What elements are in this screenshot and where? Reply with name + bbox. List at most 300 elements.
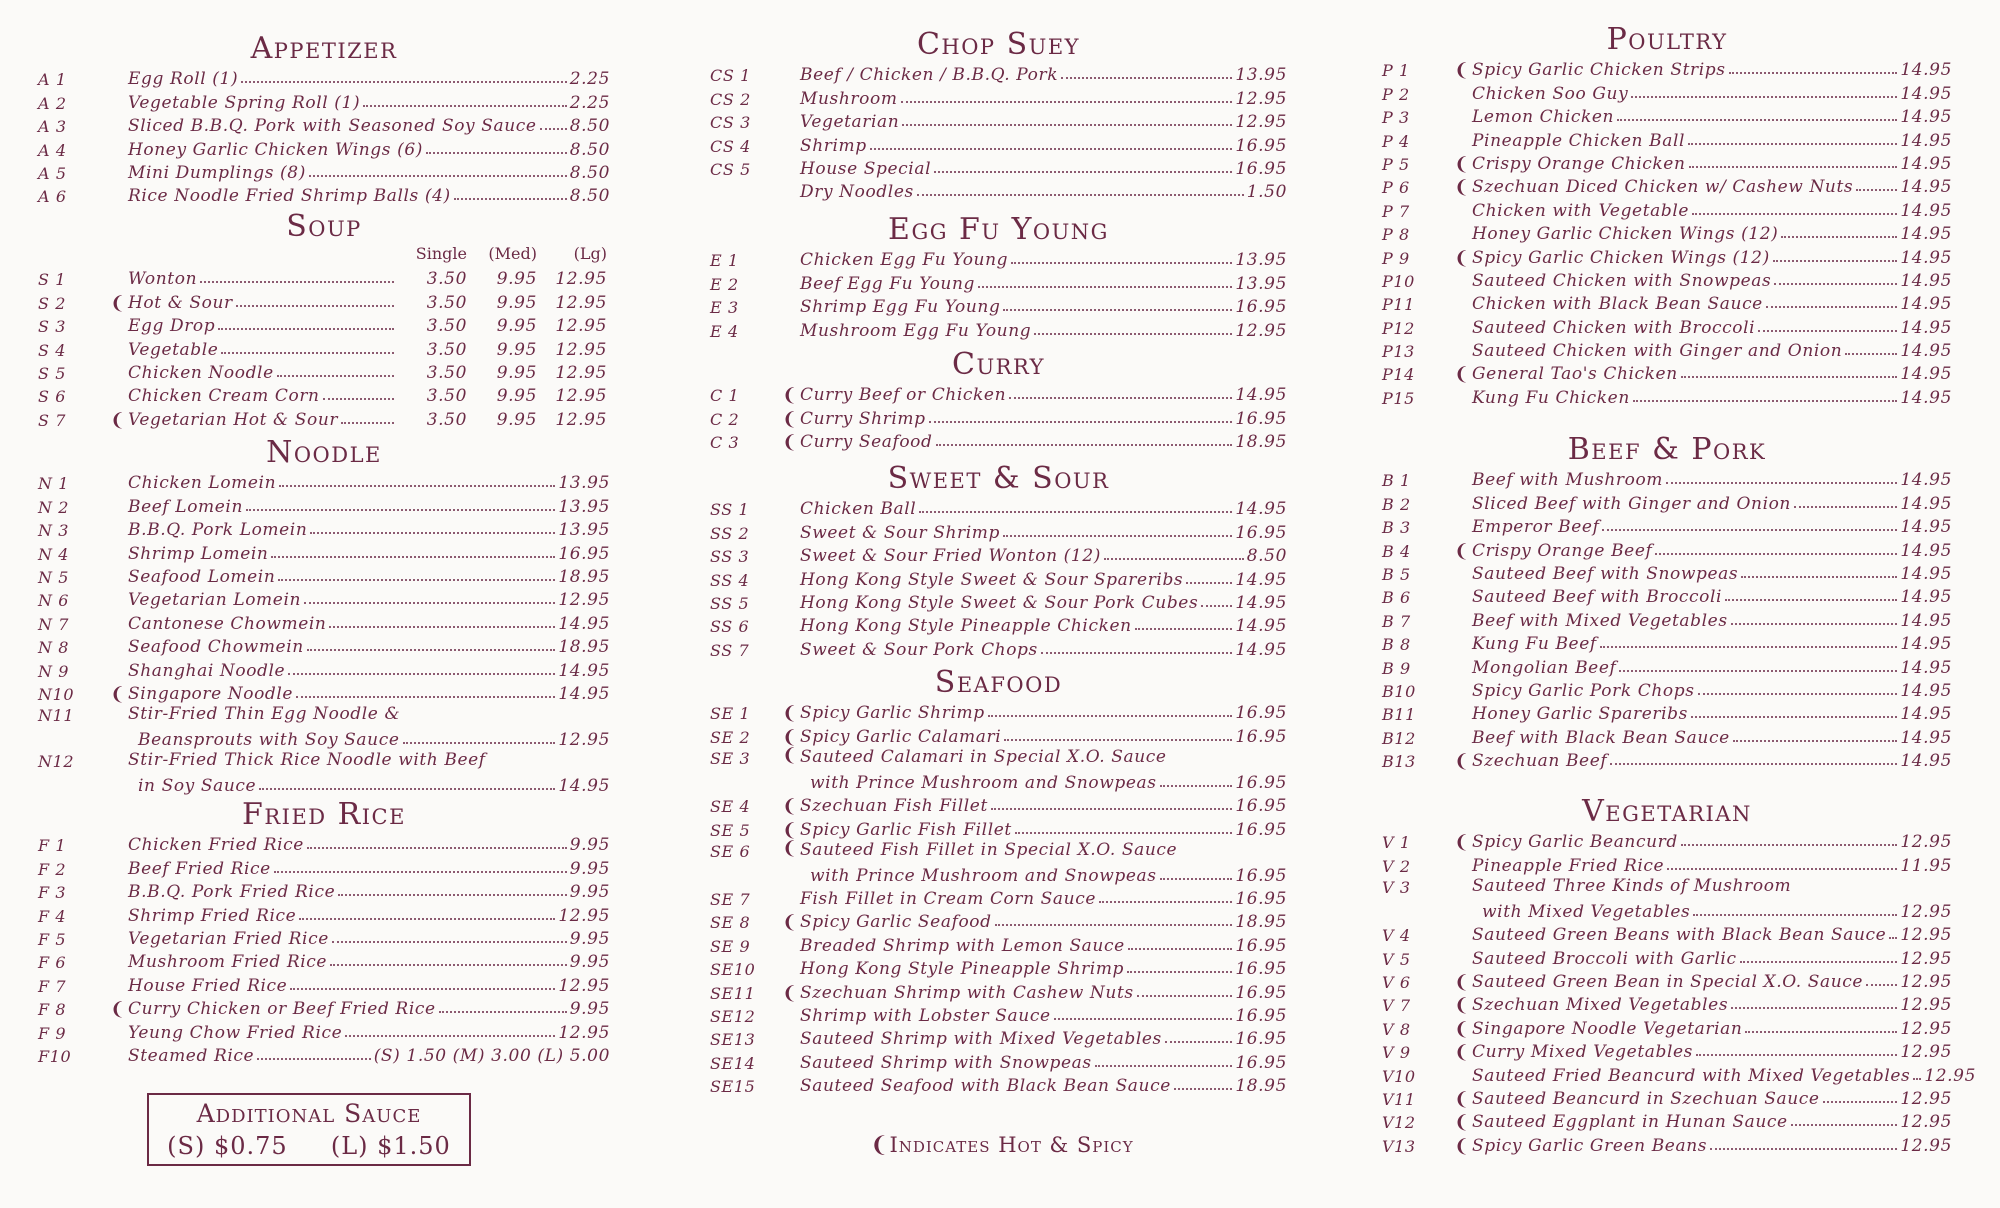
item-name: Spicy Garlic Shrimp: [800, 703, 985, 724]
menu-item: [1382, 221, 1952, 244]
dot-leader: [1745, 1031, 1897, 1033]
chili-icon: ❨: [110, 683, 126, 705]
item-price: 14.95: [1900, 317, 1952, 338]
dot-leader: [1791, 1124, 1898, 1126]
item-price: 16.95: [1235, 297, 1287, 318]
menu-item: [38, 183, 610, 206]
item-price: 12.95: [1900, 1042, 1952, 1063]
dot-leader: [290, 988, 555, 990]
item-name: Chicken Egg Fu Young: [800, 250, 1009, 271]
dot-leader: [1617, 119, 1897, 121]
dot-leader: [1041, 652, 1232, 654]
item-name: Honey Garlic Spareribs: [1472, 704, 1688, 725]
item-name: Sauteed Seafood with Black Bean Sauce: [800, 1076, 1171, 1097]
item-name: Sauteed Fish Fillet in Special X.O. Sauce: [800, 839, 1178, 860]
dot-leader: [1619, 670, 1897, 672]
item-code: V10: [1382, 1066, 1416, 1086]
item-name: Chicken Cream Corn: [128, 386, 320, 407]
menu-item: [710, 496, 1287, 519]
item-price: 18.95: [558, 566, 610, 587]
menu-item: [1382, 922, 1952, 945]
dot-leader: [323, 398, 394, 400]
item-price: 9.95: [569, 835, 610, 856]
dot-leader: [988, 715, 1233, 717]
menu-item: [710, 613, 1287, 636]
menu-item: [1382, 537, 1952, 560]
item-price: 16.95: [1235, 703, 1287, 724]
item-code: SE14: [710, 1053, 756, 1073]
item-price: 12.95: [1900, 1112, 1952, 1133]
item-price: 16.95: [1235, 935, 1287, 956]
menu-item: [38, 587, 610, 610]
dot-leader: [936, 444, 1233, 446]
dot-leader: [1003, 309, 1232, 311]
dot-leader: [279, 485, 555, 487]
dot-leader: [1004, 739, 1232, 741]
dot-leader: [1655, 553, 1897, 555]
item-name: Shrimp Fried Rice: [128, 905, 297, 926]
item-list: [710, 247, 1287, 341]
dot-leader: [1740, 961, 1898, 963]
dot-leader: [332, 941, 567, 943]
item-name: Beef / Chicken / B.B.Q. Pork: [800, 65, 1059, 86]
item-code: E 3: [710, 298, 739, 318]
item-code: C 3: [710, 433, 740, 453]
item-code: SS 1: [710, 500, 750, 520]
item-price: 14.95: [1900, 387, 1952, 408]
item-code: SE 7: [710, 889, 751, 909]
menu-item: [1382, 607, 1952, 630]
menu-item: [710, 700, 1287, 723]
item-price: 12.95: [1924, 1065, 1977, 1086]
item-code: C 2: [710, 409, 740, 429]
menu-item: [38, 902, 610, 925]
dot-leader: [1781, 236, 1897, 238]
item-price: 16.95: [1235, 959, 1287, 980]
item-name: House Special: [800, 158, 932, 179]
dot-leader: [329, 626, 555, 628]
item-code: B 4: [1382, 541, 1411, 561]
item-name: Seafood Lomein: [128, 566, 276, 587]
item-name: Szechuan Shrimp with Cashew Nuts: [800, 982, 1134, 1003]
item-code: P 9: [1382, 248, 1410, 268]
dot-leader: [246, 509, 555, 511]
chili-icon: ❨: [110, 999, 126, 1021]
menu-item: [38, 610, 610, 633]
item-name: Hot & Sour: [128, 292, 233, 313]
chili-icon: ❨: [1454, 60, 1470, 82]
menu-item: [38, 750, 610, 796]
item-price: 14.95: [1900, 680, 1952, 701]
item-name: Stir-Fried Thin Egg Noodle &: [128, 703, 401, 724]
chili-icon: ❨: [1454, 364, 1470, 386]
menu-item: [1382, 291, 1952, 314]
item-list: [710, 62, 1287, 202]
item-left: [38, 704, 128, 750]
menu-item: [710, 132, 1287, 155]
chili-icon: ❨: [1454, 832, 1470, 854]
menu-item: [1382, 1109, 1952, 1132]
soup-prices: [397, 410, 607, 430]
item-price: 16.95: [1235, 819, 1287, 840]
item-line2: [800, 769, 1287, 793]
item-code: V 3: [1382, 877, 1411, 897]
item-code: B 5: [1382, 564, 1411, 584]
item-body: [128, 704, 610, 750]
item-name: Singapore Noodle: [128, 683, 294, 704]
item-price: 14.95: [1900, 153, 1952, 174]
item-price: 12.95: [1235, 320, 1287, 341]
item-name: Chicken Fried Rice: [128, 835, 304, 856]
dot-leader: [1845, 353, 1897, 355]
dot-leader: [1773, 260, 1897, 262]
item-price: 13.95: [1235, 273, 1287, 294]
menu-item: [1382, 244, 1952, 267]
item-code: SS 2: [710, 523, 750, 543]
menu-item: [710, 956, 1287, 979]
item-code: N 3: [38, 521, 70, 541]
item-code: F 8: [38, 1000, 67, 1020]
menu-item: [1382, 876, 1952, 922]
item-code: E 4: [710, 321, 739, 341]
menu-item: [710, 382, 1287, 405]
section-title: Egg Fu Young: [888, 212, 1109, 247]
item-code: S 2: [38, 293, 67, 313]
chili-icon: ❨: [782, 982, 798, 1004]
item-name: Spicy Garlic Seafood: [800, 912, 992, 933]
menu-item: [710, 1026, 1287, 1049]
item-name: Mini Dumplings (8): [128, 162, 306, 183]
section-sweet-sour: [710, 462, 1287, 660]
item-name: Chicken with Black Bean Sauce: [1472, 294, 1763, 315]
item-code: P12: [1382, 318, 1415, 338]
item-name: Mongolian Beef: [1472, 657, 1617, 678]
item-price: 14.95: [1900, 470, 1952, 491]
item-name: Szechuan Diced Chicken w/ Cashew Nuts: [1472, 177, 1854, 198]
chili-icon: ❨: [870, 1133, 890, 1158]
menu-item: [710, 723, 1287, 746]
item-code: N11: [38, 705, 75, 725]
menu-item: [38, 266, 610, 289]
item-name: Singapore Noodle Vegetarian: [1472, 1018, 1743, 1039]
dot-leader: [1725, 599, 1897, 601]
menu-item: [710, 294, 1287, 317]
menu-item: [38, 493, 610, 516]
item-left: [710, 837, 800, 886]
item-price: 12.95: [558, 590, 610, 611]
chili-icon: ❨: [782, 744, 798, 766]
dot-leader: [277, 375, 394, 377]
item-code: V 7: [1382, 996, 1411, 1016]
dot-leader: [288, 673, 555, 675]
dot-leader: [341, 422, 394, 424]
item-code: F 7: [38, 976, 67, 996]
item-name-cont: in Soy Sauce: [138, 775, 257, 796]
dot-leader: [309, 175, 567, 177]
item-line2: [1472, 898, 1952, 922]
dot-leader: [1688, 143, 1897, 145]
item-price: 14.95: [1900, 83, 1952, 104]
menu-item: [1382, 80, 1952, 103]
section-chop-suey: [710, 28, 1287, 202]
item-name: Spicy Garlic Chicken Strips: [1472, 60, 1726, 81]
price-single: 3.50: [426, 386, 467, 407]
menu-item: [38, 336, 610, 359]
dot-leader: [991, 808, 1232, 810]
legend-text: Indicates Hot & Spicy: [889, 1133, 1134, 1157]
item-list: [38, 266, 610, 430]
item-name: Sauteed Chicken with Broccoli: [1472, 317, 1756, 338]
section-soup: [38, 210, 610, 430]
item-code: B 9: [1382, 658, 1411, 678]
dot-leader: [995, 924, 1233, 926]
dot-leader: [299, 918, 555, 920]
item-line2: [800, 862, 1287, 886]
item-code: P10: [1382, 271, 1415, 291]
menu-item: [710, 429, 1287, 452]
item-name: Hong Kong Style Sweet & Sour Spareribs: [800, 569, 1184, 590]
menu-item: [710, 837, 1287, 886]
section-curry: [710, 348, 1287, 452]
dot-leader: [1856, 189, 1897, 191]
dot-leader: [1127, 971, 1232, 973]
dot-leader: [259, 788, 555, 790]
item-name: Sauteed Three Kinds of Mushroom: [1472, 875, 1792, 896]
item-name: Egg Roll (1): [128, 69, 239, 90]
item-name: Crispy Orange Chicken: [1472, 153, 1686, 174]
dot-leader: [330, 964, 567, 966]
menu-item: [1382, 104, 1952, 127]
item-price: 9.95: [569, 952, 610, 973]
item-code: CS 5: [710, 159, 751, 179]
item-code: SS 6: [710, 617, 750, 637]
item-name: Shrimp Lomein: [128, 543, 269, 564]
item-code: E 1: [710, 251, 739, 271]
item-code: V 8: [1382, 1019, 1411, 1039]
menu-item: [710, 317, 1287, 340]
item-price: 16.95: [1235, 522, 1287, 543]
item-price: 16.95: [1235, 888, 1287, 909]
item-price: 16.95: [1235, 1029, 1287, 1050]
item-name: Emperor Beef: [1472, 517, 1600, 538]
menu-item: [710, 156, 1287, 179]
item-price: 14.95: [1900, 177, 1952, 198]
dot-leader: [917, 194, 1244, 196]
dot-leader: [218, 328, 394, 330]
dot-leader: [919, 511, 1232, 513]
item-name: Shrimp Egg Fu Young: [800, 297, 1001, 318]
item-price: 14.95: [1900, 341, 1952, 362]
item-code: B13: [1382, 752, 1416, 772]
dot-leader: [1889, 937, 1897, 939]
menu-item: [38, 360, 610, 383]
price-lg: 12.95: [555, 339, 607, 360]
item-name: Curry Mixed Vegetables: [1472, 1042, 1693, 1063]
item-price: 14.95: [1900, 587, 1952, 608]
dot-leader: [978, 286, 1232, 288]
menu-item: [1382, 992, 1952, 1015]
menu-item: [710, 543, 1287, 566]
item-name: Sauteed Broccoli with Garlic: [1472, 948, 1737, 969]
menu-item: [38, 996, 610, 1019]
dot-leader: [929, 421, 1233, 423]
item-name: Beef with Black Bean Sauce: [1472, 727, 1730, 748]
section-poultry: [1382, 23, 1952, 408]
item-price: 16.95: [1235, 772, 1287, 793]
item-code: SS 7: [710, 640, 750, 660]
item-name: Chicken Soo Guy: [1472, 83, 1629, 104]
dot-leader: [1186, 582, 1232, 584]
item-code: CS 2: [710, 89, 751, 109]
dot-leader: [271, 556, 555, 558]
dot-leader: [540, 128, 567, 130]
menu-item: [38, 313, 610, 336]
item-price: 9.95: [569, 858, 610, 879]
item-code: SE11: [710, 983, 756, 1003]
item-name: Chicken Ball: [800, 499, 917, 520]
dot-leader: [1104, 558, 1244, 560]
item-name: Spicy Garlic Fish Fillet: [800, 819, 1012, 840]
chili-icon: ❨: [782, 819, 798, 841]
menu-item: [38, 949, 610, 972]
menu-item: [710, 816, 1287, 839]
item-code: B 6: [1382, 588, 1411, 608]
item-code: C 1: [710, 386, 740, 406]
chili-icon: ❨: [782, 408, 798, 430]
price-med: 9.95: [496, 409, 537, 430]
menu-item: [1382, 314, 1952, 337]
item-code: S 4: [38, 340, 67, 360]
dot-leader: [1160, 878, 1233, 880]
item-code: B12: [1382, 728, 1416, 748]
menu-item: [1382, 151, 1952, 174]
item-code: F 9: [38, 1023, 67, 1043]
item-code: CS 1: [710, 66, 751, 86]
dot-leader: [1733, 740, 1898, 742]
menu-item: [38, 406, 610, 429]
dot-leader: [1823, 1101, 1898, 1103]
item-name: Sliced B.B.Q. Pork with Seasoned Soy Sauce: [128, 116, 537, 137]
dot-leader: [1692, 213, 1897, 215]
item-name: Sauteed Green Bean in Special X.O. Sauce: [1472, 971, 1864, 992]
menu-item: [710, 179, 1287, 202]
item-code: SE 6: [710, 841, 751, 861]
section-noodle: [38, 436, 610, 796]
item-code: SE 2: [710, 727, 751, 747]
item-price: 14.95: [1235, 639, 1287, 660]
item-name: Sauteed Beef with Snowpeas: [1472, 563, 1739, 584]
item-code: S 5: [38, 363, 67, 383]
item-price: 2.25: [569, 92, 610, 113]
item-price: 14.95: [1900, 60, 1952, 81]
dot-leader: [1774, 283, 1897, 285]
item-name: Sauteed Shrimp with Snowpeas: [800, 1052, 1092, 1073]
item-code: P 6: [1382, 178, 1410, 198]
item-price: 8.50: [1246, 546, 1287, 567]
item-name: Curry Chicken or Beef Fried Rice: [128, 999, 436, 1020]
dot-leader: [1631, 96, 1897, 98]
soup-prices: [397, 293, 607, 313]
menu-item: [710, 62, 1287, 85]
item-code: N 6: [38, 591, 70, 611]
dot-leader: [1696, 1054, 1897, 1056]
menu-item: [1382, 1015, 1952, 1038]
menu-item: [1382, 1062, 1977, 1086]
menu-item: [710, 566, 1287, 589]
section-title: Soup: [286, 209, 362, 244]
item-price: 14.95: [1900, 294, 1952, 315]
item-code: S 6: [38, 387, 67, 407]
dot-leader: [274, 871, 567, 873]
item-code: V 1: [1382, 833, 1411, 853]
item-code: SE10: [710, 960, 756, 980]
item-price: 14.95: [1235, 616, 1287, 637]
sauce-large-price: (L) $1.50: [330, 1132, 451, 1160]
chili-icon: ❨: [1454, 1135, 1470, 1157]
item-name: Pineapple Chicken Ball: [1472, 130, 1686, 151]
dot-leader: [1160, 785, 1233, 787]
item-code: SS 4: [710, 570, 750, 590]
menu-item: [38, 383, 610, 406]
item-price: 12.95: [1900, 832, 1952, 853]
item-price: 14.95: [558, 613, 610, 634]
item-code: N 7: [38, 614, 70, 634]
dot-leader: [1009, 397, 1232, 399]
item-name: Breaded Shrimp with Lemon Sauce: [800, 935, 1125, 956]
dot-leader: [363, 105, 567, 107]
item-code: N 8: [38, 638, 70, 658]
item-price: 12.95: [558, 975, 610, 996]
dot-leader: [1003, 535, 1232, 537]
item-price: 12.95: [558, 905, 610, 926]
soup-prices: [397, 363, 607, 383]
item-code: B 1: [1382, 471, 1411, 491]
menu-item: [38, 972, 610, 995]
item-name: Vegetable: [128, 339, 219, 360]
menu-item: [38, 1043, 610, 1066]
section-title: Fried Rice: [242, 797, 406, 832]
soup-prices: [397, 386, 607, 406]
dot-leader: [221, 352, 394, 354]
price-lg: 12.95: [555, 409, 607, 430]
item-price: 8.50: [569, 186, 610, 207]
chili-icon: ❨: [1454, 1018, 1470, 1040]
item-code: F 3: [38, 883, 67, 903]
item-code: SS 3: [710, 547, 750, 567]
item-name: Honey Garlic Chicken Wings (6): [128, 139, 423, 160]
dot-leader: [934, 171, 1232, 173]
item-code: A 5: [38, 163, 67, 183]
item-code: F 4: [38, 906, 67, 926]
chili-icon: ❨: [110, 409, 126, 431]
item-price: 13.95: [1235, 65, 1287, 86]
chili-icon: ❨: [782, 837, 798, 859]
item-name: Spicy Garlic Beancurd: [1472, 832, 1678, 853]
item-code: V 5: [1382, 949, 1411, 969]
item-left: [38, 750, 128, 796]
item-list: [38, 832, 610, 1066]
spicy-legend: [870, 1133, 1134, 1157]
menu-item: [1382, 724, 1952, 747]
dot-leader: [1600, 646, 1898, 648]
price-single: 3.50: [426, 316, 467, 337]
item-code: P 3: [1382, 108, 1410, 128]
section-title: Sweet & Sour: [887, 461, 1110, 496]
section-title: Chop Suey: [916, 27, 1081, 62]
item-price: 14.95: [1900, 540, 1952, 561]
dot-leader: [870, 148, 1233, 150]
menu-item: [38, 879, 610, 902]
